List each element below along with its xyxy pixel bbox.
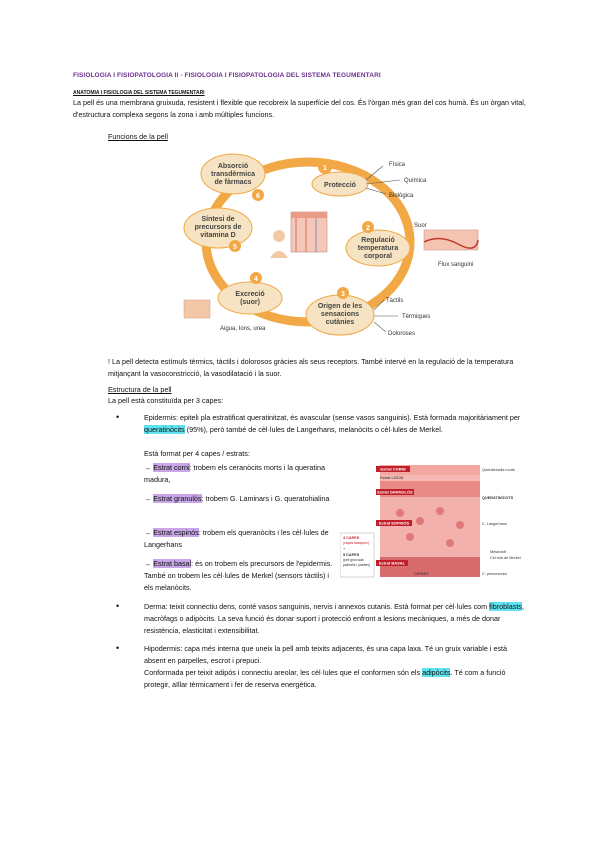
tag-espinos: Estrat ESPINÓS (378, 520, 410, 526)
f5-line3: vitamina D (200, 232, 236, 239)
tag-lucid: Estrat LÚCID (380, 475, 404, 480)
f6-line1: Absorció (217, 163, 249, 170)
arrow-icon: → (144, 528, 152, 537)
tag-basal: Estrat BASAL (378, 560, 406, 566)
f2-line3: corporal (363, 253, 393, 260)
f3-number: 3 (341, 291, 345, 298)
f3-item-tactils: Tàctils (386, 298, 404, 304)
epidermis-layers-figure (340, 463, 532, 581)
f6-line2: transdèrmica (211, 171, 255, 178)
f4-items: Aigua, Ions, urea (220, 326, 266, 332)
adipocits-highlight: adipòcits (422, 668, 451, 677)
f4-line1: Excreció (235, 291, 265, 298)
bullet-hipodermis: • (116, 643, 120, 653)
label-precursores: C. precursores (482, 572, 507, 576)
document-header: FISIOLOGIA I FISIOPATOLOGIA II - FISIOLOGIA I FISIOPATOLOGIA DEL SISTEMA TEGUMENTARI (73, 72, 381, 79)
f5-number: 5 (233, 244, 237, 251)
f2-number: 2 (366, 225, 370, 232)
f3-item-doloroses: Doloroses (388, 331, 416, 337)
f4-number: 4 (254, 276, 258, 283)
f1-line1: Protecció (324, 182, 356, 189)
f3-line2: sensacions (320, 311, 360, 318)
hipodermis-line2: Conformada per teixit adipós i connectiu areolar, les cèl·lules que el conformen són els (144, 668, 423, 677)
f2-item-suor: Suor (414, 223, 427, 229)
arrow-icon: → (144, 559, 152, 568)
label-dermis: DERMIS (414, 572, 429, 576)
f2-line2: temperatura (357, 245, 399, 252)
box-line5: (pell gruixuda: (343, 558, 365, 562)
f6-line3: de fàrmacs (214, 179, 252, 186)
f3-line1: Origen de les (317, 303, 363, 310)
hipodermis-line2-end: . Té com a funció protegir, aïllar tèrmicament i fer de reserva energètica. (144, 668, 506, 689)
label-queratinocits: QUERATINÒCITS (482, 496, 514, 500)
label-merkel: Cèl·lula de Merkel (490, 556, 521, 560)
skin-functions-diagram (178, 150, 488, 344)
bullet-epidermis: • (116, 412, 120, 422)
estructura-subtitle: La pell està constituïda per 3 capes: (108, 396, 224, 405)
epidermis-text-end: (95%), però també de cèl·lules de Langerhans, melanòcits o cèl·lules de Merkel. (184, 425, 443, 434)
f6-number: 6 (256, 193, 260, 200)
keratinocytes-highlight: queratinòcits (144, 425, 185, 434)
layer-basal-name: Estrat basal (153, 559, 192, 568)
layer-basal-text: : és on trobem els precursors de l'epidermis. També on trobem les cèl·lules de Merkel (sensors tàctils) i els melanòcits. (144, 559, 333, 592)
intro-paragraph: La pell és una membrana gruixuda, resistent i flexible que recobreix la superfície del cos. És l'òrgan més gran del cos humà. És un òrgan vital, d'estructura complexa segons la zona i amb múltiples funcions. (73, 98, 526, 119)
f3-item-termiques: Tèrmiques (402, 314, 431, 320)
layer-granulos (144, 493, 334, 505)
hipodermis-paragraph (144, 643, 529, 691)
tag-granulos: Estrat GRANULÓS (377, 489, 413, 495)
estructura-title: Estructura de la pell (108, 385, 172, 394)
f2-line1: Regulació (361, 237, 395, 244)
capes-title: Està format per 4 capes / estrats: (144, 449, 250, 458)
layer-corni-text: : trobem els ceranòcits morts i la queratina madura, (144, 463, 325, 484)
derma-text-end: , macròfags o adipòcits. La seva funció és donar suport i protecció enfront a lesions mecàniques, a més de donar resistència, elasticitat i extensibilitat. (144, 602, 524, 635)
fibroblasts-highlight: fibroblasts (489, 602, 522, 611)
f1-item-fisica: Física (389, 162, 406, 168)
arrow-icon: → (144, 463, 152, 472)
note-paragraph: ! La pell detecta estímuls tèrmics, tàctils i dolorosos gràcies als seus receptors. També intervé en la regulació de la temperatura mitjançant la vasoconstricció, la vasodilatació i la suor. (108, 357, 514, 378)
tag-corni: Estrat CORNI (380, 466, 406, 472)
box-line3: + (343, 547, 346, 551)
box-line2: (capes bàsiques) (343, 541, 369, 545)
bullet-derma: • (116, 601, 120, 611)
layer-espinos-text: : trobem els queranòcits i les cèl·lules de Langerhans (144, 528, 329, 549)
hipodermis-line1: Hipodermis: capa més interna que uneix la pell amb teixits adjacents, és una capa laxa. Té un gruix variable i està absent en parpelles, escrot i prepuci. (144, 644, 508, 665)
layer-espinos-name: Estrat espinós (153, 528, 199, 537)
section-title: ANATOMIA I FISIOLOGIA DEL SISTEMA TEGUMENTARI (73, 90, 205, 96)
f5-line2: precursors de (194, 224, 242, 231)
epidermis-paragraph (144, 412, 529, 436)
layer-corni-name: Estrat corni (153, 463, 190, 472)
f2-item-flux: Flux sanguini (438, 262, 474, 268)
funcions-title: Funcions de la pell (108, 132, 168, 141)
derma-text: Derma: teixit connectiu dens, conté vasos sanguinis, nervis i annexos cutanis. Està format per cèl·lules com (144, 602, 490, 611)
derma-paragraph (144, 601, 529, 637)
box-line6: palmells i plantes) (343, 563, 371, 567)
layer-granulos-name: Estrat granulós (153, 494, 202, 503)
box-line1: 4 CAPES (343, 536, 360, 540)
layer-granulos-text: : trobem G. Laminars i G. queratohialina (201, 494, 330, 503)
label-langerhans: C. Langerhans (482, 522, 507, 526)
f1-item-biologica: Biològica (389, 193, 414, 199)
skin-illustration (270, 212, 327, 258)
f1-number: 1 (323, 165, 327, 172)
label-queratinocits-morts: Queratinòcits morts (482, 468, 515, 472)
layer-basal (144, 558, 334, 594)
label-melanocit: Melanòcit (490, 550, 507, 554)
f4-line2: (suor) (240, 299, 260, 306)
f1-item-quimica: Química (404, 178, 427, 184)
f3-line3: cutànies (325, 319, 355, 326)
f5-line1: Síntesi de (201, 216, 235, 223)
layer-corni (144, 462, 334, 486)
arrow-icon: → (144, 494, 152, 503)
box-line4: 5 CAPES (343, 553, 360, 557)
layer-espinos (144, 527, 334, 551)
epidermis-text: Epidermis: epiteli pla estratificat queratinitzat, és avascular (sense vasos sanguinis). Està formada majoritàriament per (144, 413, 521, 422)
